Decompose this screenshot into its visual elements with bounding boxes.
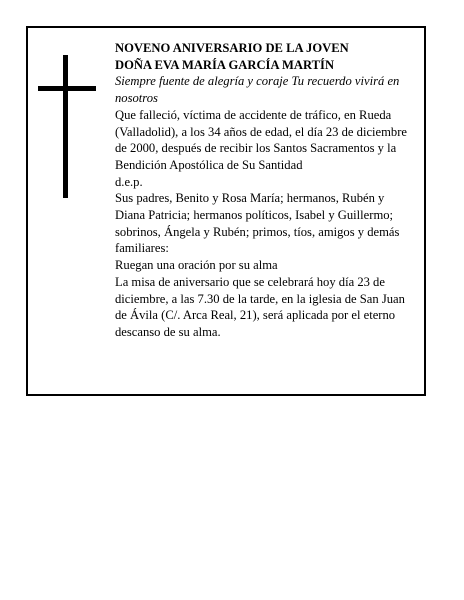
rip-abbreviation: d.e.p. <box>115 174 143 189</box>
mourners-list: Sus padres, Benito y Rosa María; hermanos, Rubén y Diana Patricia; hermanos políticos, Isabel y Guillermo; sobrinos, Ángela y Rubén; primos, tíos, amigos y demás familiares: <box>115 191 400 256</box>
obituary-notice <box>26 26 426 396</box>
cross-icon <box>28 28 88 173</box>
deceased-name: DOÑA EVA MARÍA GARCÍA MARTÍN <box>115 57 335 72</box>
mass-details: La misa de aniversario que se celebrará hoy día 23 de diciembre, a las 7.30 de la tarde, en la iglesia de San Juan de Ávila (C/. Arca Real, 21), será aplicada por el eterno descanso de su alma. <box>115 274 405 339</box>
notice-heading-line-1: NOVENO ANIVERSARIO DE LA JOVEN <box>115 41 349 55</box>
death-details: Que falleció, víctima de accidente de tráfico, en Rueda (Valladolid), a los 34 años de edad, el día 23 de diciembre de 2000, después de recibir los Santos Sacramentos y la Bendición Apostólica de Su Santidad <box>115 107 408 172</box>
notice-text <box>115 40 415 341</box>
cross-vertical-bar <box>63 55 68 198</box>
memorial-motto: Siempre fuente de alegría y coraje Tu recuerdo vivirá en nosotros <box>115 74 400 106</box>
prayer-request: Ruegan una oración por su alma <box>115 258 278 273</box>
cross-horizontal-bar <box>38 86 96 91</box>
